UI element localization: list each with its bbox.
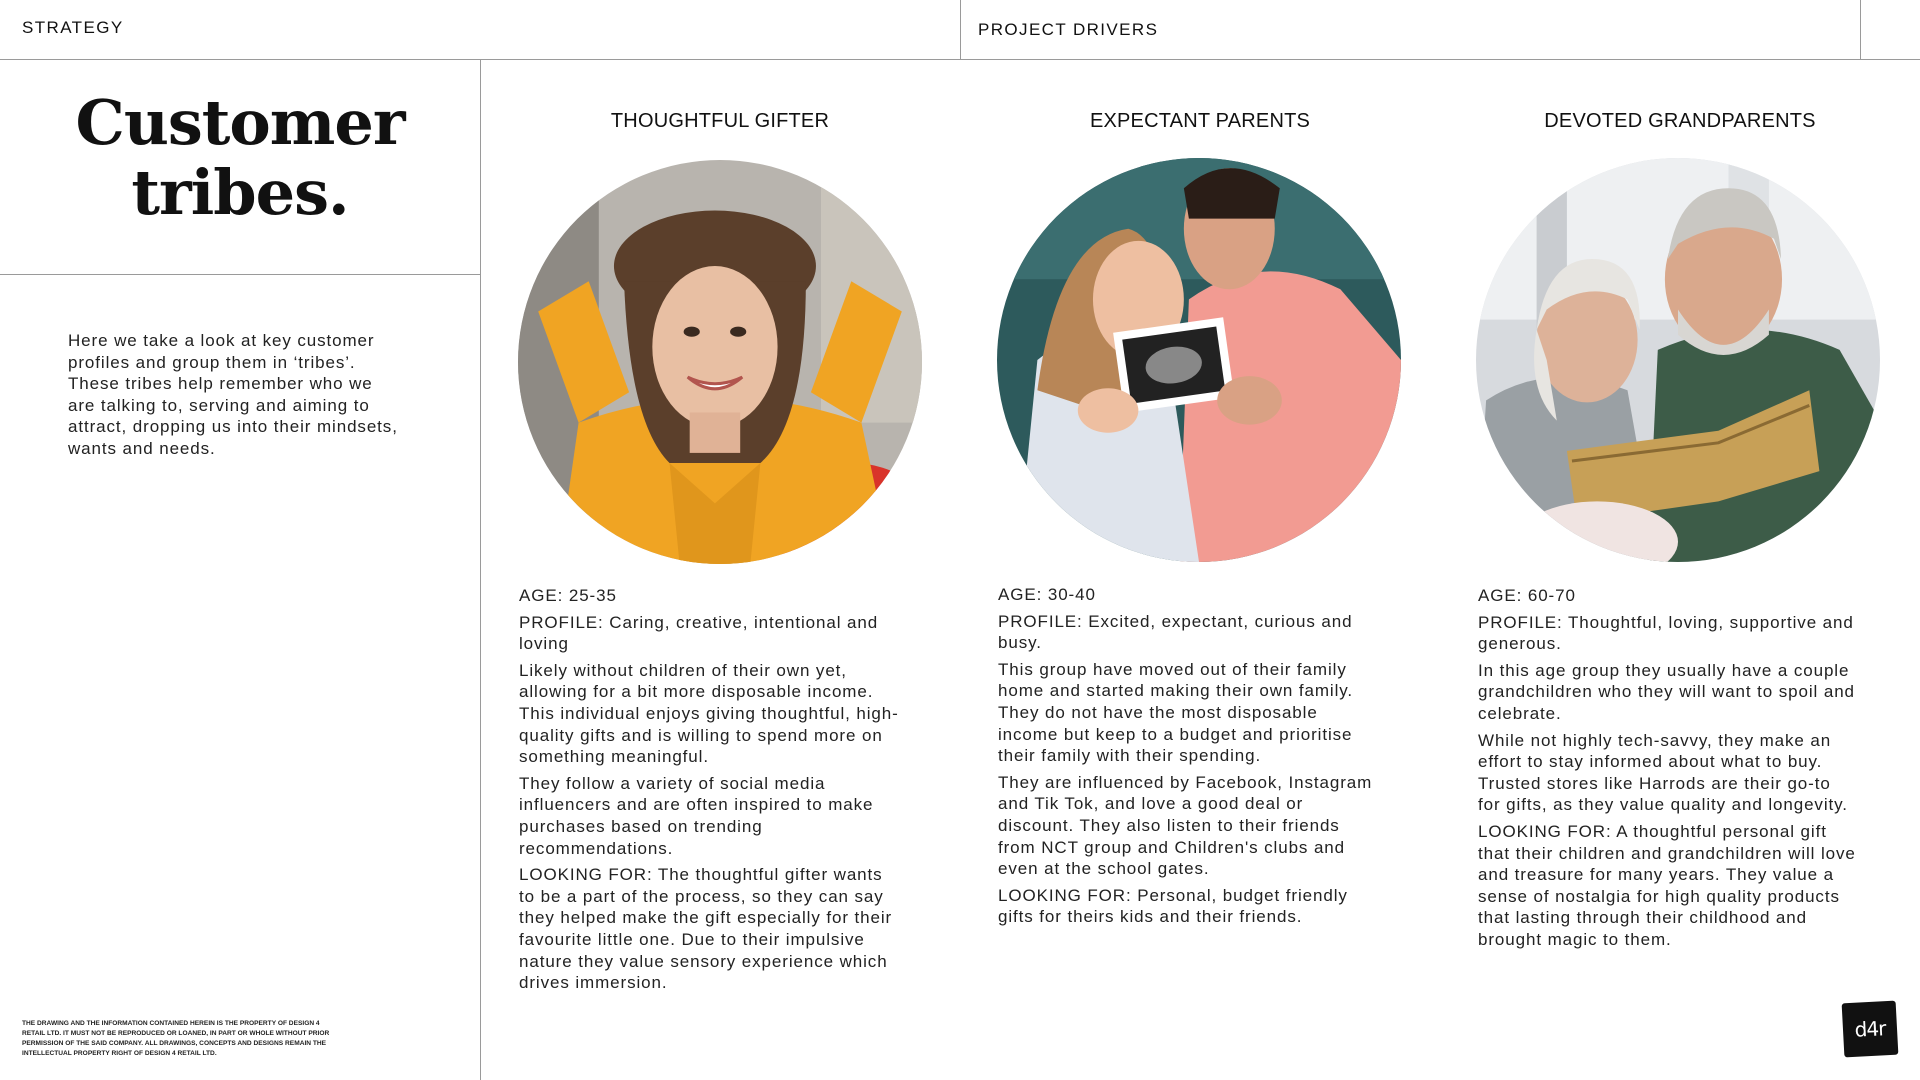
tribe-column-devoted-grandparents <box>1475 110 1885 138</box>
tribe-looking-for: LOOKING FOR: Personal, budget friendly gifts for theirs kids and their friends. <box>998 885 1348 927</box>
tribe-looking-for: LOOKING FOR: The thoughtful gifter wants to be a part of the process, so they can say they helped make the gift especially for their favourite little one. Due to their impulsive nature they value sensory experience which drives immersion. <box>519 865 893 993</box>
tribe-profile: PROFILE: Caring, creative, intentional and loving <box>519 612 879 654</box>
tribe-photo-expectant-parents <box>997 158 1401 562</box>
tribe-text-thoughtful-gifter <box>519 585 899 999</box>
page-title <box>0 88 480 228</box>
legal-disclaimer: THE DRAWING AND THE INFORMATION CONTAINED HEREIN IS THE PROPERTY OF DESIGN 4 RETAIL LTD. IT MUST NOT BE REPRODUCED OR LOANED, IN PART OR WHOLE WITHOUT PRIOR PERMISSION OF THE SAID COMPANY. ALL DRAWINGS, CONCEPTS AND DESIGNS REMAIN THE INTELLECTUAL PROPERTY RIGHT OF DESIGN 4 RETAIL LTD. <box>22 1020 330 1057</box>
page-title-line-2: tribes. <box>131 156 349 229</box>
tribe-looking-for: LOOKING FOR: A thoughtful personal gift that their children and grandchildren will love and treasure for many years. They value a sense of nostalgia for high quality products that lasting through their childhood and brought magic to them. <box>1478 821 1856 949</box>
tribe-influences: They follow a variety of social media influencers and are often inspired to make purchases based on trending recommendations. <box>519 773 874 858</box>
tribe-text-expectant-parents <box>998 584 1378 933</box>
tribe-description: Likely without children of their own yet, allowing for a bit more disposable income. This individual enjoys giving thoughtful, high-quality gifts and is willing to spend more on something meaningful. <box>519 660 899 767</box>
tribe-age: AGE: 30-40 <box>998 585 1096 604</box>
intro-text: Here we take a look at key customer profiles and group them in ‘tribes’. These tribes help remember who we are talking to, serving and aiming to attract, dropping us into their mindsets, wants and needs. <box>68 331 398 458</box>
tribe-text-devoted-grandparents <box>1478 585 1858 956</box>
tribe-photo-devoted-grandparents <box>1476 158 1880 562</box>
title-divider <box>0 274 480 275</box>
tribe-profile: PROFILE: Thoughtful, loving, supportive and generous. <box>1478 612 1854 654</box>
tribe-description: In this age group they usually have a couple grandchildren who they will want to spoil and celebrate. <box>1478 660 1855 723</box>
header-divider <box>0 59 1920 60</box>
tribe-profile: PROFILE: Excited, expectant, curious and busy. <box>998 611 1353 653</box>
sidebar-divider <box>480 59 481 1080</box>
header-separator-2 <box>1860 0 1861 59</box>
subsection-label: PROJECT DRIVERS <box>978 20 1159 39</box>
tribe-age: AGE: 25-35 <box>519 586 617 605</box>
tribe-description: This group have moved out of their family home and started making their own family. They do not have the most disposable income but keep to a budget and prioritise their family with their spending. <box>998 659 1354 766</box>
tribe-column-thoughtful-gifter <box>515 110 925 138</box>
tribe-column-expectant-parents <box>995 110 1405 138</box>
tribe-photo-thoughtful-gifter <box>518 160 922 564</box>
tribe-influences: While not highly tech-savvy, they make an effort to stay informed about what to buy. Trusted stores like Harrods are their go-to for gifts, as they value quality and longevity. <box>1478 730 1848 815</box>
brand-logo <box>1842 1001 1899 1058</box>
tribe-age: AGE: 60-70 <box>1478 586 1576 605</box>
section-label: STRATEGY <box>22 18 124 37</box>
brand-logo-text: d4r <box>1854 1016 1886 1042</box>
tribe-title: EXPECTANT PARENTS <box>1089 110 1311 132</box>
tribe-title: THOUGHTFUL GIFTER <box>610 110 830 132</box>
page-title-line-1: Customer <box>75 86 405 159</box>
tribe-title: DEVOTED GRANDPARENTS <box>1544 110 1816 132</box>
tribe-influences: They are influenced by Facebook, Instagram and Tik Tok, and love a good deal or discount. They also listen to their friends from NCT group and Children's clubs and even at the school gates. <box>998 772 1373 879</box>
header-separator-1 <box>960 0 961 59</box>
